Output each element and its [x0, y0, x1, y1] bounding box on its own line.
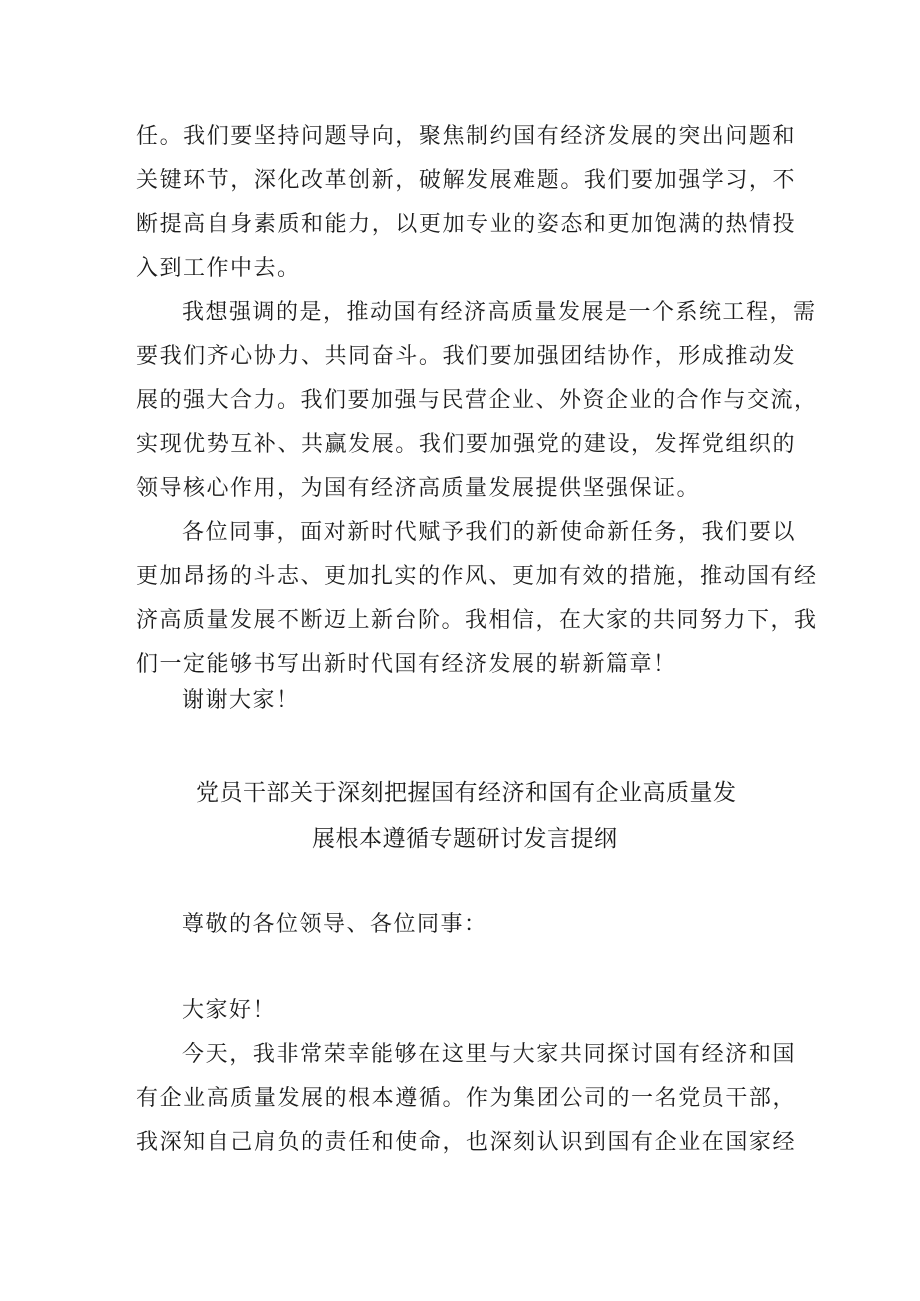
closing-thanks: 谢谢大家！	[182, 688, 300, 713]
paragraph-line: 任。我们要坚持问题导向，聚焦制约国有经济发展的突出问题和	[136, 124, 796, 149]
paragraph-line: 各位同事，面对新时代赋予我们的新使命新任务，我们要以	[182, 520, 796, 545]
paragraph-line: 展的强大合力。我们要加强与民营企业、外资企业的合作与交流，	[136, 388, 818, 413]
paragraph-line: 领导核心作用，为国有经济高质量发展提供坚强保证。	[136, 476, 701, 501]
paragraph-line: 实现优势互补、共赢发展。我们要加强党的建设，发挥党组织的	[136, 432, 796, 457]
salutation: 尊敬的各位领导、各位同事：	[182, 912, 488, 937]
paragraph-line: 要我们齐心协力、共同奋斗。我们要加强团结协作，形成推动发	[136, 344, 796, 369]
document-title-line-1: 党员干部关于深刻把握国有经济和国有企业高质量发	[196, 780, 737, 806]
paragraph-line: 入到工作中去。	[136, 256, 301, 281]
paragraph-line: 我深知自己肩负的责任和使命，也深刻认识到国有企业在国家经	[136, 1130, 796, 1155]
paragraph-line: 断提高自身素质和能力，以更加专业的姿态和更加饱满的热情投	[136, 212, 796, 237]
paragraph-line: 更加昂扬的斗志、更加扎实的作风、更加有效的措施，推动国有经	[136, 564, 818, 589]
paragraph-line: 济高质量发展不断迈上新台阶。我相信，在大家的共同努力下，我	[136, 608, 818, 633]
paragraph-line: 今天，我非常荣幸能够在这里与大家共同探讨国有经济和国	[182, 1042, 796, 1067]
greeting: 大家好！	[182, 998, 277, 1023]
paragraph-line: 关键环节，深化改革创新，破解发展难题。我们要加强学习，不	[136, 168, 796, 193]
paragraph-line: 有企业高质量发展的根本遵循。作为集团公司的一名党员干部，	[136, 1086, 796, 1111]
paragraph-line: 们一定能够书写出新时代国有经济发展的崭新篇章！	[136, 652, 677, 677]
document-title-line-2: 展根本遵循专题研讨发言提纲	[312, 826, 618, 852]
paragraph-line: 我想强调的是，推动国有经济高质量发展是一个系统工程，需	[182, 300, 817, 325]
